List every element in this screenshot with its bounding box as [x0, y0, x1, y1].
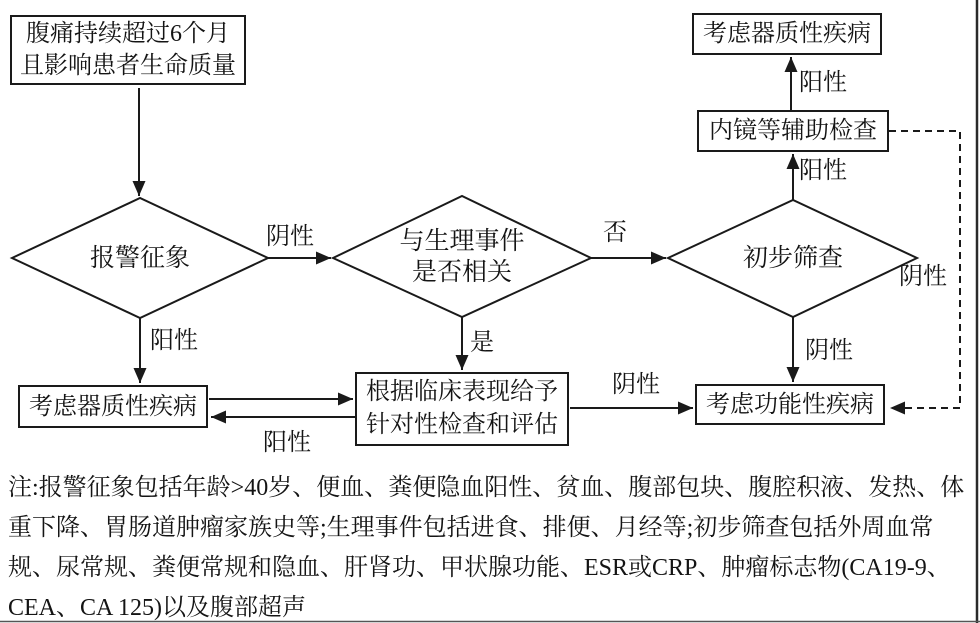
- footnote: [8, 468, 976, 623]
- node-functional: [695, 384, 885, 425]
- node-organic-top: [692, 13, 882, 55]
- node-screening-label: 初步筛查: [742, 245, 843, 272]
- node-functional-label: 考虑功能性疾病: [706, 391, 874, 418]
- edge-label-alarm-negative: 阴性: [266, 224, 314, 250]
- node-organic-top-label: 考虑器质性疾病: [703, 21, 871, 47]
- node-start: [10, 15, 246, 85]
- node-organic-bottom: [18, 385, 208, 428]
- edge-label-targeted-negative: 阴性: [612, 372, 660, 398]
- node-organic-bottom-label: 考虑器质性疾病: [29, 393, 197, 420]
- footnote-line: 规、尿常规、粪便常规和隐血、肝肾功、甲状腺功能、ESR或CRP、肿瘤标志物(CA19-9、: [8, 555, 951, 581]
- node-physiologic-label: [362, 226, 562, 288]
- edge-label-alarm-positive: 阳性: [150, 328, 198, 354]
- edge-label-targeted-positive: 阳性: [263, 430, 311, 456]
- node-endoscopy: [697, 110, 889, 152]
- footnote-line: CEA、CA 125)以及腹部超声: [8, 595, 307, 621]
- node-physiologic-line2: 是否相关: [411, 259, 512, 286]
- footnote-line: 重下降、胃肠道肿瘤家族史等;生理事件包括进食、排便、月经等;初步筛查包括外周血常: [8, 515, 934, 541]
- node-start-line2: 且影响患者生命质量: [20, 53, 236, 79]
- node-targeted-line1: 根据临床表现给予: [366, 379, 558, 405]
- node-alarm-label: 报警征象: [89, 245, 190, 272]
- node-endoscopy-label: 内镜等辅助检查: [709, 118, 877, 144]
- edge-label-physio-no: 否: [603, 220, 627, 246]
- node-start-line1: 腹痛持续超过6个月: [26, 21, 230, 47]
- node-targeted-line2: 针对性检查和评估: [366, 412, 558, 438]
- edge-label-endoscopy-negative: 阴性: [899, 264, 947, 290]
- node-targeted: [355, 372, 569, 446]
- footnote-line: 注:报警征象包括年龄>40岁、便血、粪便隐血阳性、贫血、腹部包块、腹腔积液、发热、体: [8, 475, 965, 501]
- edge-label-screening-negative: 阴性: [805, 338, 853, 364]
- edge-label-endoscopy-positive: 阳性: [799, 70, 847, 96]
- edge-label-screening-positive: 阳性: [799, 158, 847, 184]
- edge-label-physio-yes: 是: [470, 330, 494, 356]
- node-physiologic-line1: 与生理事件: [399, 228, 525, 255]
